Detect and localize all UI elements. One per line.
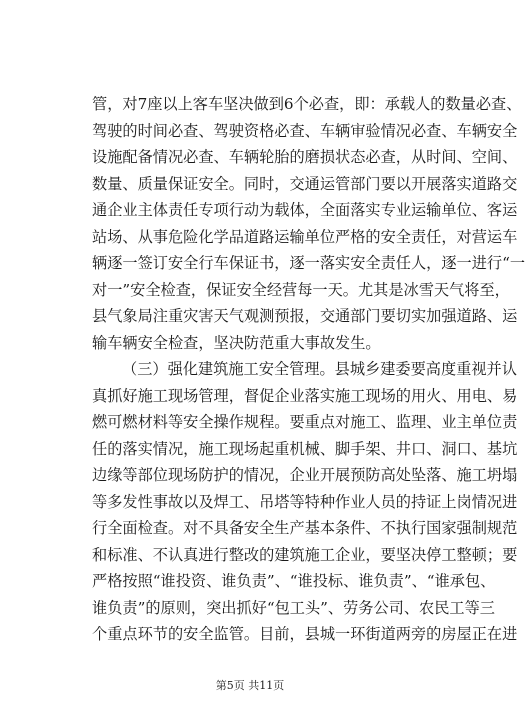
text-line: 通企业主体责任专项行动为载体，全面落实专业运输单位、客运 <box>92 201 518 219</box>
text-line: 个重点环节的安全监管。目前，县城一环街道两旁的房屋正在进 <box>92 625 518 643</box>
text-line: 输车辆安全检查，坚决防范重大事故发生。 <box>92 333 381 352</box>
text-line: 管，对7座以上客车坚决做到6个必查，即：承载人的数量必查、 <box>92 95 522 113</box>
text-line: 等多发性事故以及焊工、吊塔等特种作业人员的持证上岗情况进 <box>92 492 518 511</box>
text-line: 和标准、不认真进行整改的建筑施工企业，要坚决停工整顿；要 <box>92 545 518 564</box>
text-line: 辆逐一签订安全行车保证书，逐一落实安全责任人，逐一进行“一 <box>92 254 525 272</box>
text-line: 任的落实情况，施工现场起重机械、脚手架、井口、洞口、基坑 <box>92 439 518 458</box>
text-line: 数量、质量保证安全。同时，交通运管部门要以开展落实道路交 <box>92 174 518 193</box>
text-line: 真抓好施工现场管理，督促企业落实施工现场的用火、用电、易 <box>92 386 518 405</box>
text-line: 边缘等部位现场防护的情况，企业开展预防高处坠落、施工坍塌 <box>92 466 518 484</box>
text-line: 驾驶的时间必查、驾驶资格必查、车辆审验情况必查、车辆安全 <box>92 121 518 140</box>
text-line: 站场、从事危险化学品道路运输单位严格的安全责任，对营运车 <box>92 227 518 246</box>
page-number-footer: 第5页 共11页 <box>215 679 285 692</box>
paragraph-heading-line: （三）强化建筑施工安全管理。县城乡建委要高度重视并认 <box>122 360 517 378</box>
text-line: 行全面检查。对不具备安全生产基本条件、不执行国家强制规范 <box>92 519 518 537</box>
text-line: 设施配备情况必查、车辆轮胎的磨损状态必查，从时间、空间、 <box>92 148 518 166</box>
text-line: 对一”安全检查，保证安全经营每一天。尤其是冰雪天气将至， <box>92 280 510 299</box>
text-line: 严格按照“谁投资、谁负责”、“谁投标、谁负责”、“谁承包、 <box>92 572 496 590</box>
text-line: 谁负责”的原则，突出抓好“包工头”、劳务公司、农民工等三 <box>92 598 495 617</box>
text-line: 县气象局注重灾害天气观测预报，交通部门要切实加强道路、运 <box>92 307 518 325</box>
body-text <box>92 91 525 648</box>
text-line: 燃可燃材料等安全操作规程。要重点对施工、监理、业主单位责 <box>92 413 518 431</box>
